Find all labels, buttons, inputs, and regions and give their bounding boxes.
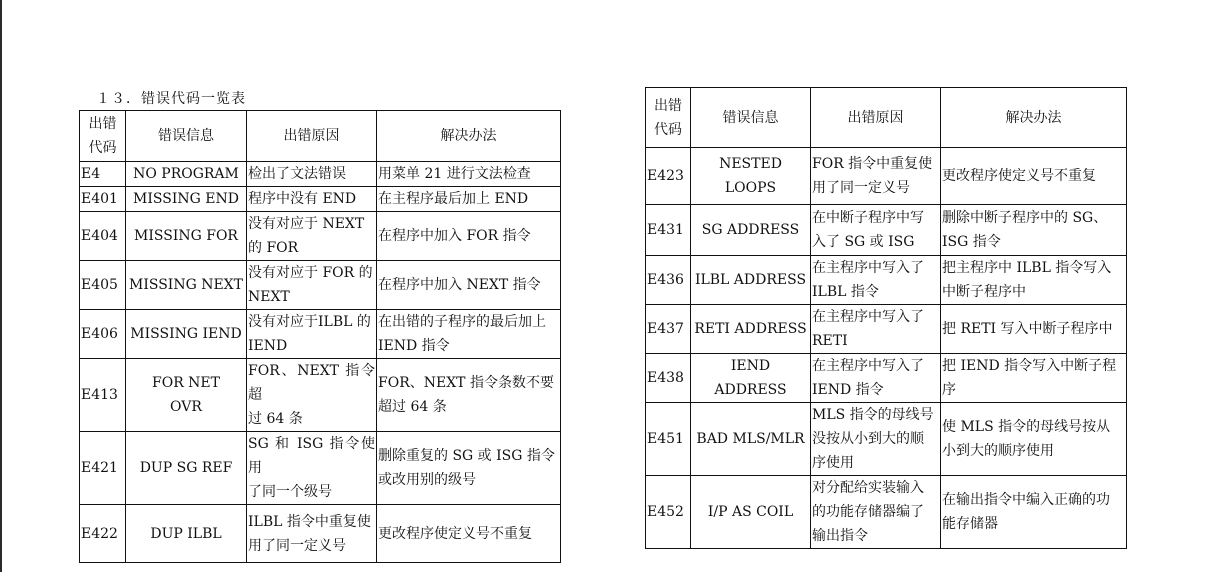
error-message-cell: MISSING IEND — [126, 310, 247, 359]
error-solution-cell: 在出错的子程序的最后加上 IEND 指令 — [377, 310, 561, 359]
error-cause-cell: ILBL 指令中重复使 用了同一定义号 — [247, 505, 377, 563]
header-message: 错误信息 — [691, 88, 811, 148]
error-code-cell: E451 — [646, 403, 691, 476]
header-code: 出错 代码 — [80, 111, 126, 162]
header-message: 错误信息 — [126, 111, 247, 162]
error-message-cell: IEND ADDRESS — [691, 354, 811, 403]
error-cause-cell: 没有对应于ILBL 的 IEND — [247, 310, 377, 359]
error-solution-cell: 在程序中加入 NEXT 指令 — [377, 261, 561, 310]
error-code-cell: E405 — [80, 261, 126, 310]
error-cause-cell: 程序中没有 END — [247, 187, 377, 212]
error-code-cell: E406 — [80, 310, 126, 359]
error-message-cell: MISSING END — [126, 187, 247, 212]
error-solution-cell: 更改程序使定义号不重复 — [377, 505, 561, 563]
error-solution-cell: 删除重复的 SG 或 ISG 指令 或改用别的级号 — [377, 432, 561, 505]
table-row — [646, 205, 1127, 256]
table-row — [80, 187, 561, 212]
error-message-cell: DUP SG REF — [126, 432, 247, 505]
error-solution-cell: 更改程序使定义号不重复 — [941, 148, 1127, 205]
error-code-cell: E4 — [80, 162, 126, 187]
table-row — [80, 310, 561, 359]
error-cause-cell: 没有对应于 NEXT 的 FOR — [247, 212, 377, 261]
error-solution-cell: 把 IEND 指令写入中断子程 序 — [941, 354, 1127, 403]
table-row — [646, 148, 1127, 205]
table-body-right — [646, 148, 1127, 549]
error-cause-cell: FOR 指令中重复使 用了同一定义号 — [811, 148, 941, 205]
header-row — [80, 111, 561, 162]
error-message-cell: ILBL ADDRESS — [691, 256, 811, 305]
table-row — [80, 212, 561, 261]
error-cause-cell: 在中断子程序中写 入了 SG 或 ISG — [811, 205, 941, 256]
error-code-table-left — [79, 110, 561, 563]
error-code-cell: E413 — [80, 359, 126, 432]
header-row — [646, 88, 1127, 148]
error-solution-cell: 把 RETI 写入中断子程序中 — [941, 305, 1127, 354]
error-message-cell: FOR NET OVR — [126, 359, 247, 432]
table-row — [80, 162, 561, 187]
table-row — [646, 256, 1127, 305]
section-title: １３．错误代码一览表 — [96, 91, 246, 107]
error-code-table-right — [645, 87, 1127, 549]
error-code-cell: E421 — [80, 432, 126, 505]
error-cause-cell: 在主程序中写入了 IEND 指令 — [811, 354, 941, 403]
table-row — [646, 354, 1127, 403]
error-code-cell: E431 — [646, 205, 691, 256]
table-row — [646, 403, 1127, 476]
error-code-cell: E438 — [646, 354, 691, 403]
table-row — [646, 476, 1127, 549]
error-code-cell: E404 — [80, 212, 126, 261]
header-cause: 出错原因 — [811, 88, 941, 148]
error-cause-cell: 在主程序中写入了 ILBL 指令 — [811, 256, 941, 305]
error-message-cell: DUP ILBL — [126, 505, 247, 563]
error-code-cell: E401 — [80, 187, 126, 212]
error-message-cell: I/P AS COIL — [691, 476, 811, 549]
table-row — [80, 261, 561, 310]
page-left-edge — [0, 0, 2, 572]
error-solution-cell: 在主程序最后加上 END — [377, 187, 561, 212]
error-cause-cell: 对分配给实装输入 的功能存储器编了 输出指令 — [811, 476, 941, 549]
table-body-left — [80, 162, 561, 563]
error-message-cell: SG ADDRESS — [691, 205, 811, 256]
error-cause-cell: FOR、NEXT 指令超 过 64 条 — [247, 359, 377, 432]
table-row — [80, 505, 561, 563]
error-cause-cell: MLS 指令的母线号 没按从小到大的顺 序使用 — [811, 403, 941, 476]
error-cause-cell: 检出了文法错误 — [247, 162, 377, 187]
table-row — [646, 305, 1127, 354]
error-cause-cell: 在主程序中写入了 RETI — [811, 305, 941, 354]
error-solution-cell: FOR、NEXT 指令条数不要 超过 64 条 — [377, 359, 561, 432]
header-cause: 出错原因 — [247, 111, 377, 162]
error-solution-cell: 用菜单 21 进行文法检查 — [377, 162, 561, 187]
error-message-cell: NESTED LOOPS — [691, 148, 811, 205]
error-solution-cell: 把主程序中 ILBL 指令写入 中断子程序中 — [941, 256, 1127, 305]
error-message-cell: BAD MLS/MLR — [691, 403, 811, 476]
header-code: 出错 代码 — [646, 88, 691, 148]
error-solution-cell: 在程序中加入 FOR 指令 — [377, 212, 561, 261]
error-code-cell: E423 — [646, 148, 691, 205]
table-row — [80, 432, 561, 505]
error-code-cell: E422 — [80, 505, 126, 563]
error-cause-cell: 没有对应于 FOR 的 NEXT — [247, 261, 377, 310]
error-code-cell: E436 — [646, 256, 691, 305]
error-cause-cell: SG 和 ISG 指令使用 了同一个级号 — [247, 432, 377, 505]
error-message-cell: MISSING FOR — [126, 212, 247, 261]
header-solution: 解决办法 — [941, 88, 1127, 148]
error-solution-cell: 删除中断子程序中的 SG、 ISG 指令 — [941, 205, 1127, 256]
table-row — [80, 359, 561, 432]
header-solution: 解决办法 — [377, 111, 561, 162]
error-message-cell: RETI ADDRESS — [691, 305, 811, 354]
error-message-cell: MISSING NEXT — [126, 261, 247, 310]
error-message-cell: NO PROGRAM — [126, 162, 247, 187]
error-solution-cell: 使 MLS 指令的母线号按从 小到大的顺序使用 — [941, 403, 1127, 476]
error-code-cell: E452 — [646, 476, 691, 549]
error-code-cell: E437 — [646, 305, 691, 354]
error-solution-cell: 在输出指令中编入正确的功 能存储器 — [941, 476, 1127, 549]
